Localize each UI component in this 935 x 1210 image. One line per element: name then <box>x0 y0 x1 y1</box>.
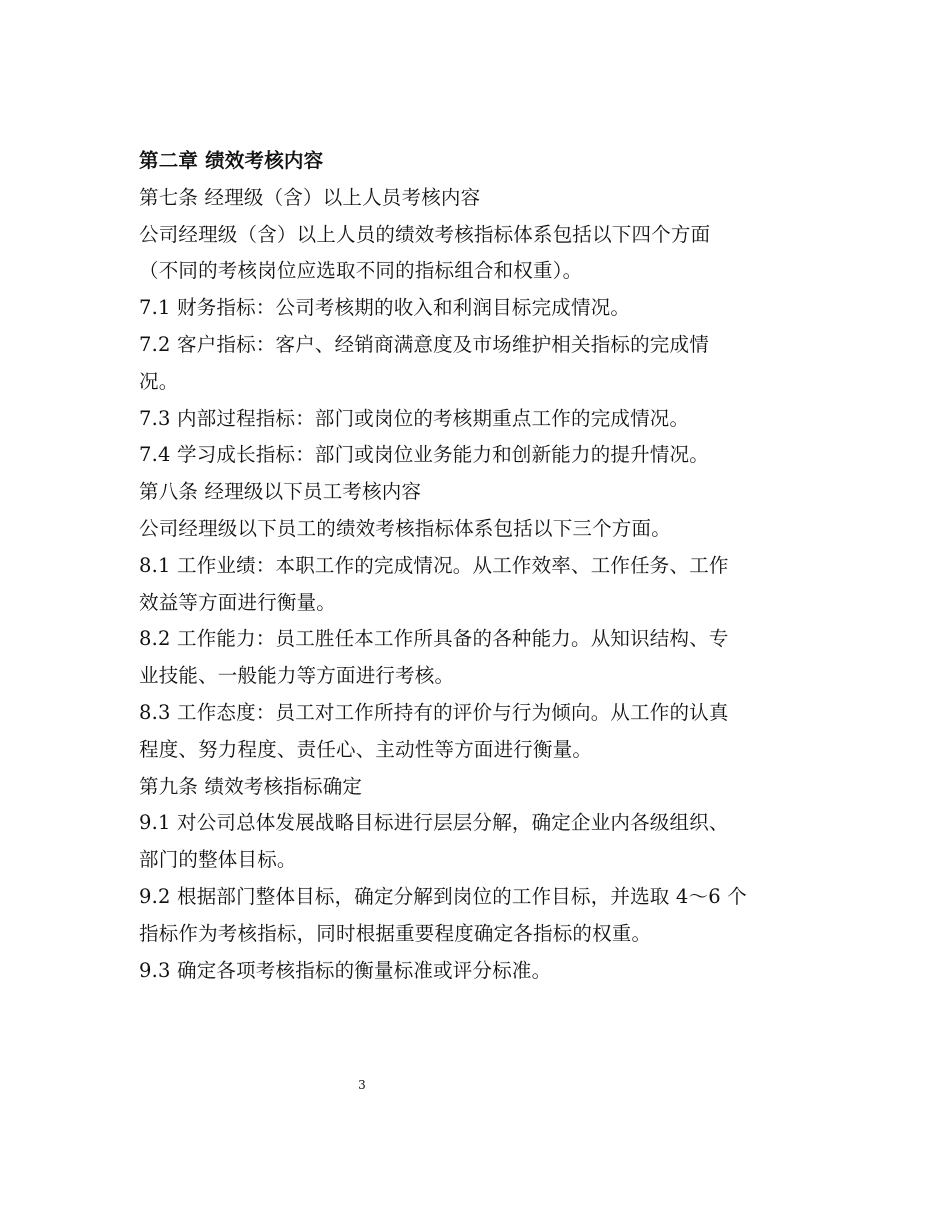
clause-9-1: 9.1 对公司总体发展战略目标进行层层分解，确定企业内各级组织、 <box>139 811 729 835</box>
paragraph-line: 效益等方面进行衡量。 <box>139 590 337 614</box>
clause-9-3: 9.3 确定各项考核指标的衡量标准或评分标准。 <box>139 958 552 982</box>
chapter-title: 第二章 绩效考核内容 <box>139 149 324 172</box>
clause-8-3: 8.3 工作态度：员工对工作所持有的评价与行为倾向。从工作的认真 <box>139 700 729 724</box>
paragraph-line: 程度、努力程度、责任心、主动性等方面进行衡量。 <box>139 737 593 761</box>
paragraph-line: 公司经理级（含）以上人员的绩效考核指标体系包括以下四个方面 <box>139 222 711 246</box>
paragraph-line: 况。 <box>139 369 179 393</box>
clause-7-4: 7.4 学习成长指标：部门或岗位业务能力和创新能力的提升情况。 <box>139 443 709 467</box>
clause-9-2: 9.2 根据部门整体目标，确定分解到岗位的工作目标，并选取 4～6 个 <box>139 884 747 908</box>
clause-8-1: 8.1 工作业绩：本职工作的完成情况。从工作效率、工作任务、工作 <box>139 553 729 577</box>
page-number: 3 <box>358 1078 366 1092</box>
paragraph-line: 业技能、一般能力等方面进行考核。 <box>139 664 455 688</box>
document-body <box>139 143 799 989</box>
clause-7-1: 7.1 财务指标：公司考核期的收入和利润目标完成情况。 <box>139 296 631 320</box>
article-8-heading: 第八条 经理级以下员工考核内容 <box>139 480 422 504</box>
clause-8-2: 8.2 工作能力：员工胜任本工作所具备的各种能力。从知识结构、专 <box>139 627 729 651</box>
article-7-heading: 第七条 经理级（含）以上人员考核内容 <box>139 185 481 209</box>
paragraph-line: （不同的考核岗位应选取不同的指标组合和权重）。 <box>139 259 583 283</box>
article-9-heading: 第九条 绩效考核指标确定 <box>139 774 363 798</box>
paragraph-line: 指标作为考核指标，同时根据重要程度确定各指标的权重。 <box>139 921 652 945</box>
clause-7-3: 7.3 内部过程指标：部门或岗位的考核期重点工作的完成情况。 <box>139 406 690 430</box>
clause-7-2: 7.2 客户指标：客户、经销商满意度及市场维护相关指标的完成情 <box>139 332 709 356</box>
paragraph-line: 部门的整体目标。 <box>139 848 297 872</box>
paragraph-line: 公司经理级以下员工的绩效考核指标体系包括以下三个方面。 <box>139 516 671 540</box>
